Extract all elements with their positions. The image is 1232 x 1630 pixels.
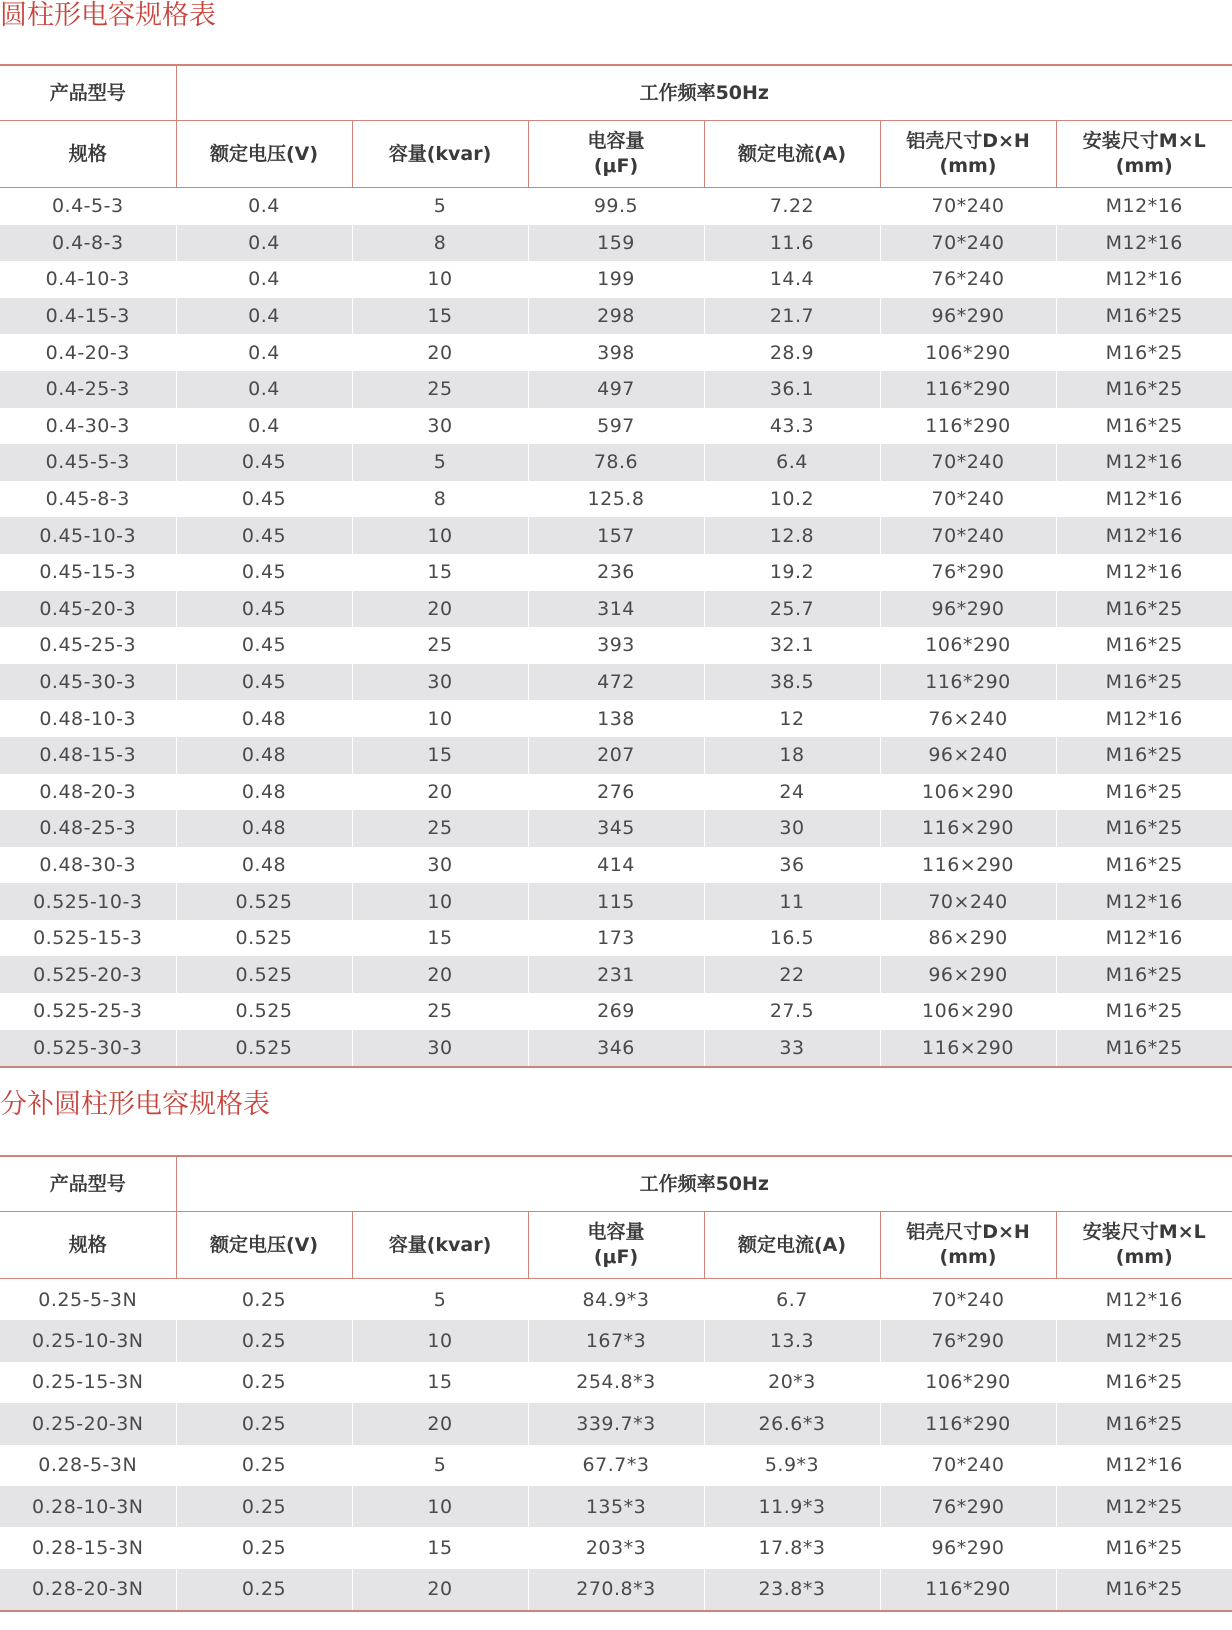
table-cell: 70*240 [880,188,1056,225]
table-cell: 345 [528,810,704,847]
table-cell: 12.8 [704,517,880,554]
table-row [0,554,1232,591]
table-cell: 96×290 [880,956,1056,993]
column-header: 电容量 (μF) [528,121,704,188]
table-row [0,517,1232,554]
table-cell: 115 [528,883,704,920]
table-cell: 5.9*3 [704,1445,880,1486]
table-cell: 70*240 [880,225,1056,262]
table-cell: 472 [528,664,704,701]
table-cell: 10 [352,700,528,737]
table-cell: 36.1 [704,371,880,408]
table-cell: M12*16 [1056,261,1232,298]
table-cell: M12*16 [1056,920,1232,957]
table-row [0,664,1232,701]
table-cell: 0.25 [176,1527,352,1568]
table-row [0,1486,1232,1527]
product-model-header: 产品型号 [0,1156,176,1212]
table-cell: 0.525 [176,1030,352,1068]
table-cell: 339.7*3 [528,1403,704,1444]
table-cell: 125.8 [528,481,704,518]
table-cell: 167*3 [528,1320,704,1361]
table-cell: M16*25 [1056,371,1232,408]
table-cell: 116*290 [880,664,1056,701]
table-cell: 159 [528,225,704,262]
table-cell: 0.48-15-3 [0,737,176,774]
table-cell: 32.1 [704,627,880,664]
table-cell: 0.4 [176,408,352,445]
table-cell: 0.4-5-3 [0,188,176,225]
table-cell: 70*240 [880,444,1056,481]
table-cell: 269 [528,993,704,1030]
table-cell: M16*25 [1056,1569,1232,1611]
table-row [0,1527,1232,1568]
table-cell: 0.525 [176,920,352,957]
table-cell: 0.45-25-3 [0,627,176,664]
table-cell: 6.7 [704,1279,880,1321]
column-header-row [0,121,1232,188]
table-cell: 298 [528,298,704,335]
table-cell: 116×290 [880,1030,1056,1068]
table-cell: 116*290 [880,371,1056,408]
table-cell: 70*240 [880,517,1056,554]
table-cell: 116*290 [880,408,1056,445]
table-cell: 0.525-15-3 [0,920,176,957]
table-cell: 0.4 [176,225,352,262]
table-row [0,956,1232,993]
table-cell: 24 [704,774,880,811]
table-cell: 22 [704,956,880,993]
table-cell: 78.6 [528,444,704,481]
table-row [0,188,1232,225]
table-cell: M16*25 [1056,298,1232,335]
table-cell: 0.525 [176,993,352,1030]
table-cell: 0.48 [176,810,352,847]
table-cell: 0.45 [176,481,352,518]
table-cell: 30 [352,1030,528,1068]
table-cell: 0.28-5-3N [0,1445,176,1486]
table-cell: 0.525-30-3 [0,1030,176,1068]
table-row [0,481,1232,518]
table-cell: 76×240 [880,700,1056,737]
table-cell: 5 [352,188,528,225]
table-row [0,737,1232,774]
table-cell: 398 [528,334,704,371]
table-cell: 67.7*3 [528,1445,704,1486]
table-cell: M16*25 [1056,774,1232,811]
table-cell: M16*25 [1056,1527,1232,1568]
table-cell: 199 [528,261,704,298]
column-header: 额定电压(V) [176,1212,352,1279]
table-cell: 0.4 [176,261,352,298]
table-cell: 106×290 [880,774,1056,811]
column-header: 铝壳尺寸D×H (mm) [880,121,1056,188]
table-cell: 8 [352,225,528,262]
table-row [0,847,1232,884]
table-cell: 0.25-10-3N [0,1320,176,1361]
table-cell: 70*240 [880,1445,1056,1486]
table-cell: 20 [352,1403,528,1444]
table-row [0,1320,1232,1361]
table-cell: 207 [528,737,704,774]
table-cell: 0.4 [176,371,352,408]
table-row [0,993,1232,1030]
table-cell: 30 [704,810,880,847]
header-row [0,65,1232,121]
table-row [0,883,1232,920]
table-row [0,444,1232,481]
table-cell: 16.5 [704,920,880,957]
table-cell: 17.8*3 [704,1527,880,1568]
table-cell: 30 [352,408,528,445]
table-cell: 0.525-20-3 [0,956,176,993]
table-cell: 10 [352,517,528,554]
table-cell: 96*290 [880,1527,1056,1568]
table-cell: M12*16 [1056,517,1232,554]
table-row [0,408,1232,445]
table-row [0,298,1232,335]
table-cell: 38.5 [704,664,880,701]
table-cell: 0.48 [176,774,352,811]
table-cell: 15 [352,920,528,957]
column-header: 规格 [0,121,176,188]
table-cell: 76*240 [880,261,1056,298]
table-cell: 26.6*3 [704,1403,880,1444]
table-cell: 5 [352,444,528,481]
table-cell: 0.45 [176,517,352,554]
table-cell: 30 [352,847,528,884]
table-cell: M12*16 [1056,1445,1232,1486]
table-cell: M12*16 [1056,225,1232,262]
table-cell: 0.45-15-3 [0,554,176,591]
column-header: 规格 [0,1212,176,1279]
table-cell: 86×290 [880,920,1056,957]
table-cell: 0.25 [176,1569,352,1611]
header-row [0,1156,1232,1212]
table-cell: M12*25 [1056,1486,1232,1527]
frequency-header: 工作频率50Hz [176,65,1232,121]
table-cell: 0.25 [176,1445,352,1486]
table-row [0,700,1232,737]
table-cell: 25 [352,810,528,847]
table-cell: 23.8*3 [704,1569,880,1611]
table-cell: 10 [352,883,528,920]
table-cell: 0.4 [176,188,352,225]
table-cell: M12*16 [1056,481,1232,518]
column-header-row [0,1212,1232,1279]
table-cell: 0.4-20-3 [0,334,176,371]
table-cell: 96×240 [880,737,1056,774]
table-row [0,1362,1232,1403]
table-cell: 20*3 [704,1362,880,1403]
table-cell: 43.3 [704,408,880,445]
table-cell: 12 [704,700,880,737]
table-cell: 393 [528,627,704,664]
table-cell: 19.2 [704,554,880,591]
table-cell: 0.28-15-3N [0,1527,176,1568]
column-header: 容量(kvar) [352,1212,528,1279]
table-row [0,371,1232,408]
table-cell: M16*25 [1056,1403,1232,1444]
table-cell: M12*16 [1056,883,1232,920]
product-model-header: 产品型号 [0,65,176,121]
table-cell: 21.7 [704,298,880,335]
table-cell: M16*25 [1056,334,1232,371]
table-row [0,1569,1232,1611]
table-cell: 236 [528,554,704,591]
table-cell: 116*290 [880,1569,1056,1611]
table-cell: 0.45-8-3 [0,481,176,518]
table-row [0,261,1232,298]
column-header: 安装尺寸M×L (mm) [1056,121,1232,188]
table-cell: 25 [352,993,528,1030]
table-cell: 11.6 [704,225,880,262]
table-cell: 20 [352,334,528,371]
table-cell: 0.4-10-3 [0,261,176,298]
table-cell: 99.5 [528,188,704,225]
table-cell: M16*25 [1056,408,1232,445]
table-cell: M12*16 [1056,700,1232,737]
table-cell: 0.45-5-3 [0,444,176,481]
table-cell: 0.25 [176,1486,352,1527]
table-cell: 0.525 [176,956,352,993]
table-cell: 276 [528,774,704,811]
table-body [0,188,1232,1068]
table-cell: 231 [528,956,704,993]
table-row [0,1030,1232,1068]
table-cell: 20 [352,1569,528,1611]
section-title: 圆柱形电容规格表 [0,0,216,31]
table-cell: 0.525 [176,883,352,920]
table-cell: 0.45-20-3 [0,591,176,628]
table-cell: 76*290 [880,1486,1056,1527]
table-cell: 36 [704,847,880,884]
table-cell: 0.45 [176,444,352,481]
table-cell: 25.7 [704,591,880,628]
table-cell: 13.3 [704,1320,880,1361]
table-cell: 173 [528,920,704,957]
table-cell: 116×290 [880,847,1056,884]
table-cell: 15 [352,737,528,774]
table-cell: 116×290 [880,810,1056,847]
table-cell: 0.25 [176,1279,352,1321]
table-cell: 11.9*3 [704,1486,880,1527]
table-cell: 11 [704,883,880,920]
table-cell: M16*25 [1056,847,1232,884]
table-row [0,920,1232,957]
table-cell: 0.48-10-3 [0,700,176,737]
table-row [0,334,1232,371]
table-cell: 20 [352,591,528,628]
table-cell: 15 [352,1362,528,1403]
table-cell: 254.8*3 [528,1362,704,1403]
table-cell: 76*290 [880,554,1056,591]
table-cell: 27.5 [704,993,880,1030]
column-header: 额定电流(A) [704,1212,880,1279]
table-cell: 0.48-30-3 [0,847,176,884]
column-header: 铝壳尺寸D×H (mm) [880,1212,1056,1279]
table-cell: M16*25 [1056,1362,1232,1403]
table-cell: 30 [352,664,528,701]
table-cell: 96*290 [880,298,1056,335]
table-cell: 0.48 [176,737,352,774]
table-cell: 0.525-10-3 [0,883,176,920]
table-cell: 0.48-25-3 [0,810,176,847]
table-cell: M16*25 [1056,1030,1232,1068]
column-header: 额定电流(A) [704,121,880,188]
table-cell: 70×240 [880,883,1056,920]
table-cell: 0.4-15-3 [0,298,176,335]
table-cell: 0.525-25-3 [0,993,176,1030]
table-body [0,1279,1232,1612]
table-cell: M16*25 [1056,737,1232,774]
table-cell: 14.4 [704,261,880,298]
table-cell: 5 [352,1445,528,1486]
column-header: 额定电压(V) [176,121,352,188]
table-cell: 0.28-20-3N [0,1569,176,1611]
table-cell: 0.48 [176,700,352,737]
table-cell: 10 [352,1486,528,1527]
table-cell: 203*3 [528,1527,704,1568]
table-cell: 106*290 [880,334,1056,371]
column-header: 容量(kvar) [352,121,528,188]
table-cell: M12*25 [1056,1320,1232,1361]
table-cell: 70*240 [880,1279,1056,1321]
table-cell: 0.4 [176,334,352,371]
table-cell: 15 [352,554,528,591]
table-cell: 25 [352,627,528,664]
table-cell: 10 [352,261,528,298]
table-cell: M12*16 [1056,444,1232,481]
table-cell: 70*240 [880,481,1056,518]
table-cell: 497 [528,371,704,408]
table-cell: 6.4 [704,444,880,481]
table-cell: 0.25-5-3N [0,1279,176,1321]
table-cell: 0.28-10-3N [0,1486,176,1527]
table-cell: M12*16 [1056,188,1232,225]
table-cell: 157 [528,517,704,554]
table-cell: 15 [352,298,528,335]
table-cell: 10 [352,1320,528,1361]
table-row [0,1279,1232,1321]
table-cell: M16*25 [1056,810,1232,847]
table-row [0,591,1232,628]
table-cell: 0.45 [176,627,352,664]
table-cell: 96*290 [880,591,1056,628]
table-cell: M16*25 [1056,591,1232,628]
spec-table [0,1155,1232,1612]
table-cell: 0.48-20-3 [0,774,176,811]
table-cell: 106*290 [880,627,1056,664]
table-cell: 0.45 [176,591,352,628]
table-cell: 0.45-10-3 [0,517,176,554]
table-cell: 5 [352,1279,528,1321]
table-row [0,225,1232,262]
table-row [0,627,1232,664]
table-cell: 84.9*3 [528,1279,704,1321]
table-cell: 135*3 [528,1486,704,1527]
table-cell: 8 [352,481,528,518]
frequency-header: 工作频率50Hz [176,1156,1232,1212]
table-cell: 0.25 [176,1320,352,1361]
table-cell: 106*290 [880,1362,1056,1403]
table-row [0,774,1232,811]
table-cell: 0.4 [176,298,352,335]
table-cell: 0.4-8-3 [0,225,176,262]
table-cell: 25 [352,371,528,408]
table-cell: 0.25 [176,1403,352,1444]
table-cell: 270.8*3 [528,1569,704,1611]
table-cell: 33 [704,1030,880,1068]
table-cell: 20 [352,956,528,993]
table-cell: 106×290 [880,993,1056,1030]
table-cell: 346 [528,1030,704,1068]
table-row [0,1445,1232,1486]
table-cell: 0.25-20-3N [0,1403,176,1444]
column-header: 电容量 (μF) [528,1212,704,1279]
column-header: 安装尺寸M×L (mm) [1056,1212,1232,1279]
table-cell: 0.25 [176,1362,352,1403]
table-cell: 76*290 [880,1320,1056,1361]
table-cell: 116*290 [880,1403,1056,1444]
table-cell: M16*25 [1056,627,1232,664]
table-cell: 314 [528,591,704,628]
table-cell: 0.4-25-3 [0,371,176,408]
table-cell: 597 [528,408,704,445]
table-cell: 7.22 [704,188,880,225]
section-title: 分补圆柱形电容规格表 [0,1089,270,1120]
table-cell: 0.48 [176,847,352,884]
table-cell: M12*16 [1056,1279,1232,1321]
table-cell: 15 [352,1527,528,1568]
table-cell: 0.45 [176,664,352,701]
table-cell: M16*25 [1056,956,1232,993]
spec-table [0,64,1232,1068]
table-cell: M16*25 [1056,993,1232,1030]
table-cell: 0.4-30-3 [0,408,176,445]
table-cell: M16*25 [1056,664,1232,701]
table-row [0,810,1232,847]
table-cell: 0.25-15-3N [0,1362,176,1403]
table-cell: 28.9 [704,334,880,371]
table-cell: 138 [528,700,704,737]
table-cell: M12*16 [1056,554,1232,591]
table-row [0,1403,1232,1444]
table-cell: 20 [352,774,528,811]
table-cell: 0.45 [176,554,352,591]
table-cell: 414 [528,847,704,884]
table-cell: 18 [704,737,880,774]
table-cell: 10.2 [704,481,880,518]
table-cell: 0.45-30-3 [0,664,176,701]
